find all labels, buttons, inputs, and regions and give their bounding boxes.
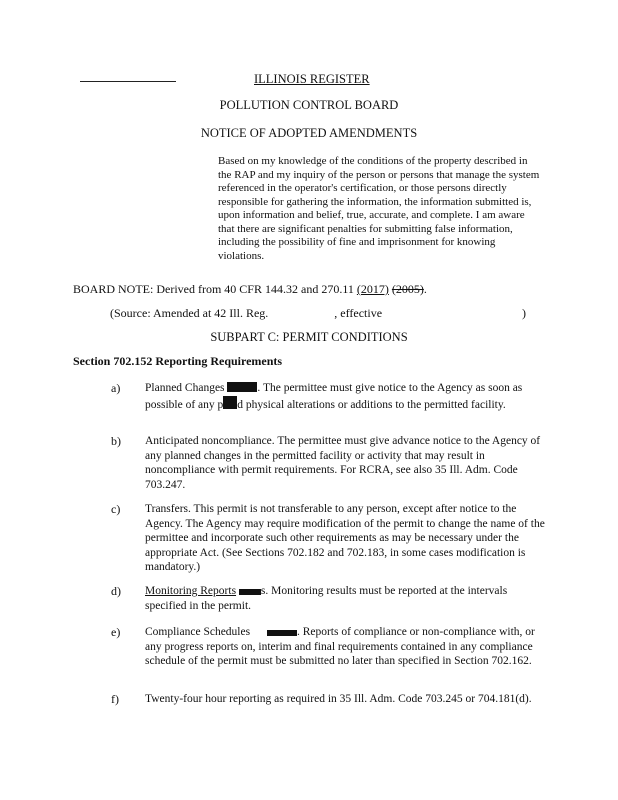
item-title: Planned Changes	[145, 382, 225, 394]
source-effective: , effective	[334, 306, 383, 320]
item-label: d)	[111, 584, 121, 598]
source-start: (Source: Amended at 42 Ill. Reg.	[110, 306, 269, 320]
item-title: Compliance Schedules	[145, 626, 251, 638]
section-heading: Section 702.152 Reporting Requirements	[73, 354, 283, 368]
item-text: Twenty-four hour reporting as required in 35 Ill. Adm. Code 703.245 or 704.181(d).	[145, 693, 532, 705]
item-label: b)	[111, 434, 121, 448]
redaction-mark	[267, 630, 297, 636]
redaction-mark	[227, 382, 257, 392]
item-label: c)	[111, 502, 121, 516]
item-label: e)	[111, 625, 121, 639]
source-line	[110, 306, 527, 320]
item-title: Monitoring Reports	[145, 585, 237, 597]
board-note-deleted: (2005)	[391, 282, 424, 296]
board-note	[73, 282, 427, 296]
item-text: Compliance Schedules . Reports of compliance or non-compliance with, or any progress reports on, interim and final requirements contained in any compliance schedule of the permit must be submitted no later than specified in Section 702.162.	[145, 626, 535, 667]
item-text: Anticipated noncompliance. The permittee must give advance notice to the Agency of any planned changes in the permitted facility or activity that may result in noncompliance with permit requirements. For RCRA, see also 35 Ill. Adm. Code 703.247.	[145, 435, 541, 491]
notice-title: NOTICE OF ADOPTED AMENDMENTS	[200, 126, 418, 140]
header-rule	[80, 81, 176, 82]
item-text: Monitoring Reports s. Monitoring results must be reported at the intervals specified in the permit.	[145, 585, 508, 612]
source-end: )	[522, 306, 527, 320]
item-label: a)	[111, 381, 121, 395]
board-note-inserted: (2017)	[356, 282, 389, 296]
redaction-mark	[239, 589, 261, 595]
certification-text: Based on my knowledge of the conditions of the property described in the RAP and my inquiry of the person or persons that manage the system referenced in the operator's certification, or those persons directly responsible for gathering the information, the information submitted is, upon information and belief, true, accurate, and complete. I am aware that there are significant penalties for submitting false information, including the possibility of fine and imprisonment for knowing violations.	[218, 155, 540, 262]
item-label: f)	[111, 692, 119, 706]
redaction-mark	[223, 396, 237, 409]
board-title: POLLUTION CONTROL BOARD	[219, 98, 399, 112]
board-note-prefix: BOARD NOTE: Derived from 40 CFR 144.32 and 270.11	[73, 282, 357, 296]
certification-block	[218, 155, 543, 263]
board-note-suffix: .	[423, 282, 427, 296]
register-title: ILLINOIS REGISTER	[254, 72, 370, 86]
subpart-heading: SUBPART C: PERMIT CONDITIONS	[210, 330, 408, 344]
item-text: Transfers. This permit is not transferable to any person, except after notice to the Agency. The Agency may require modification of the permit to change the name of the permittee and incorporate such other requirements as may be necessary under the appropriate Act. (See Sections 702.182 and 702.183, in some cases modification is mandatory.)	[145, 503, 545, 573]
item-text: Planned Changes . The permittee must give notice to the Agency as soon as possible of any p d physical alterations or additions to the permitted facility.	[145, 382, 523, 411]
